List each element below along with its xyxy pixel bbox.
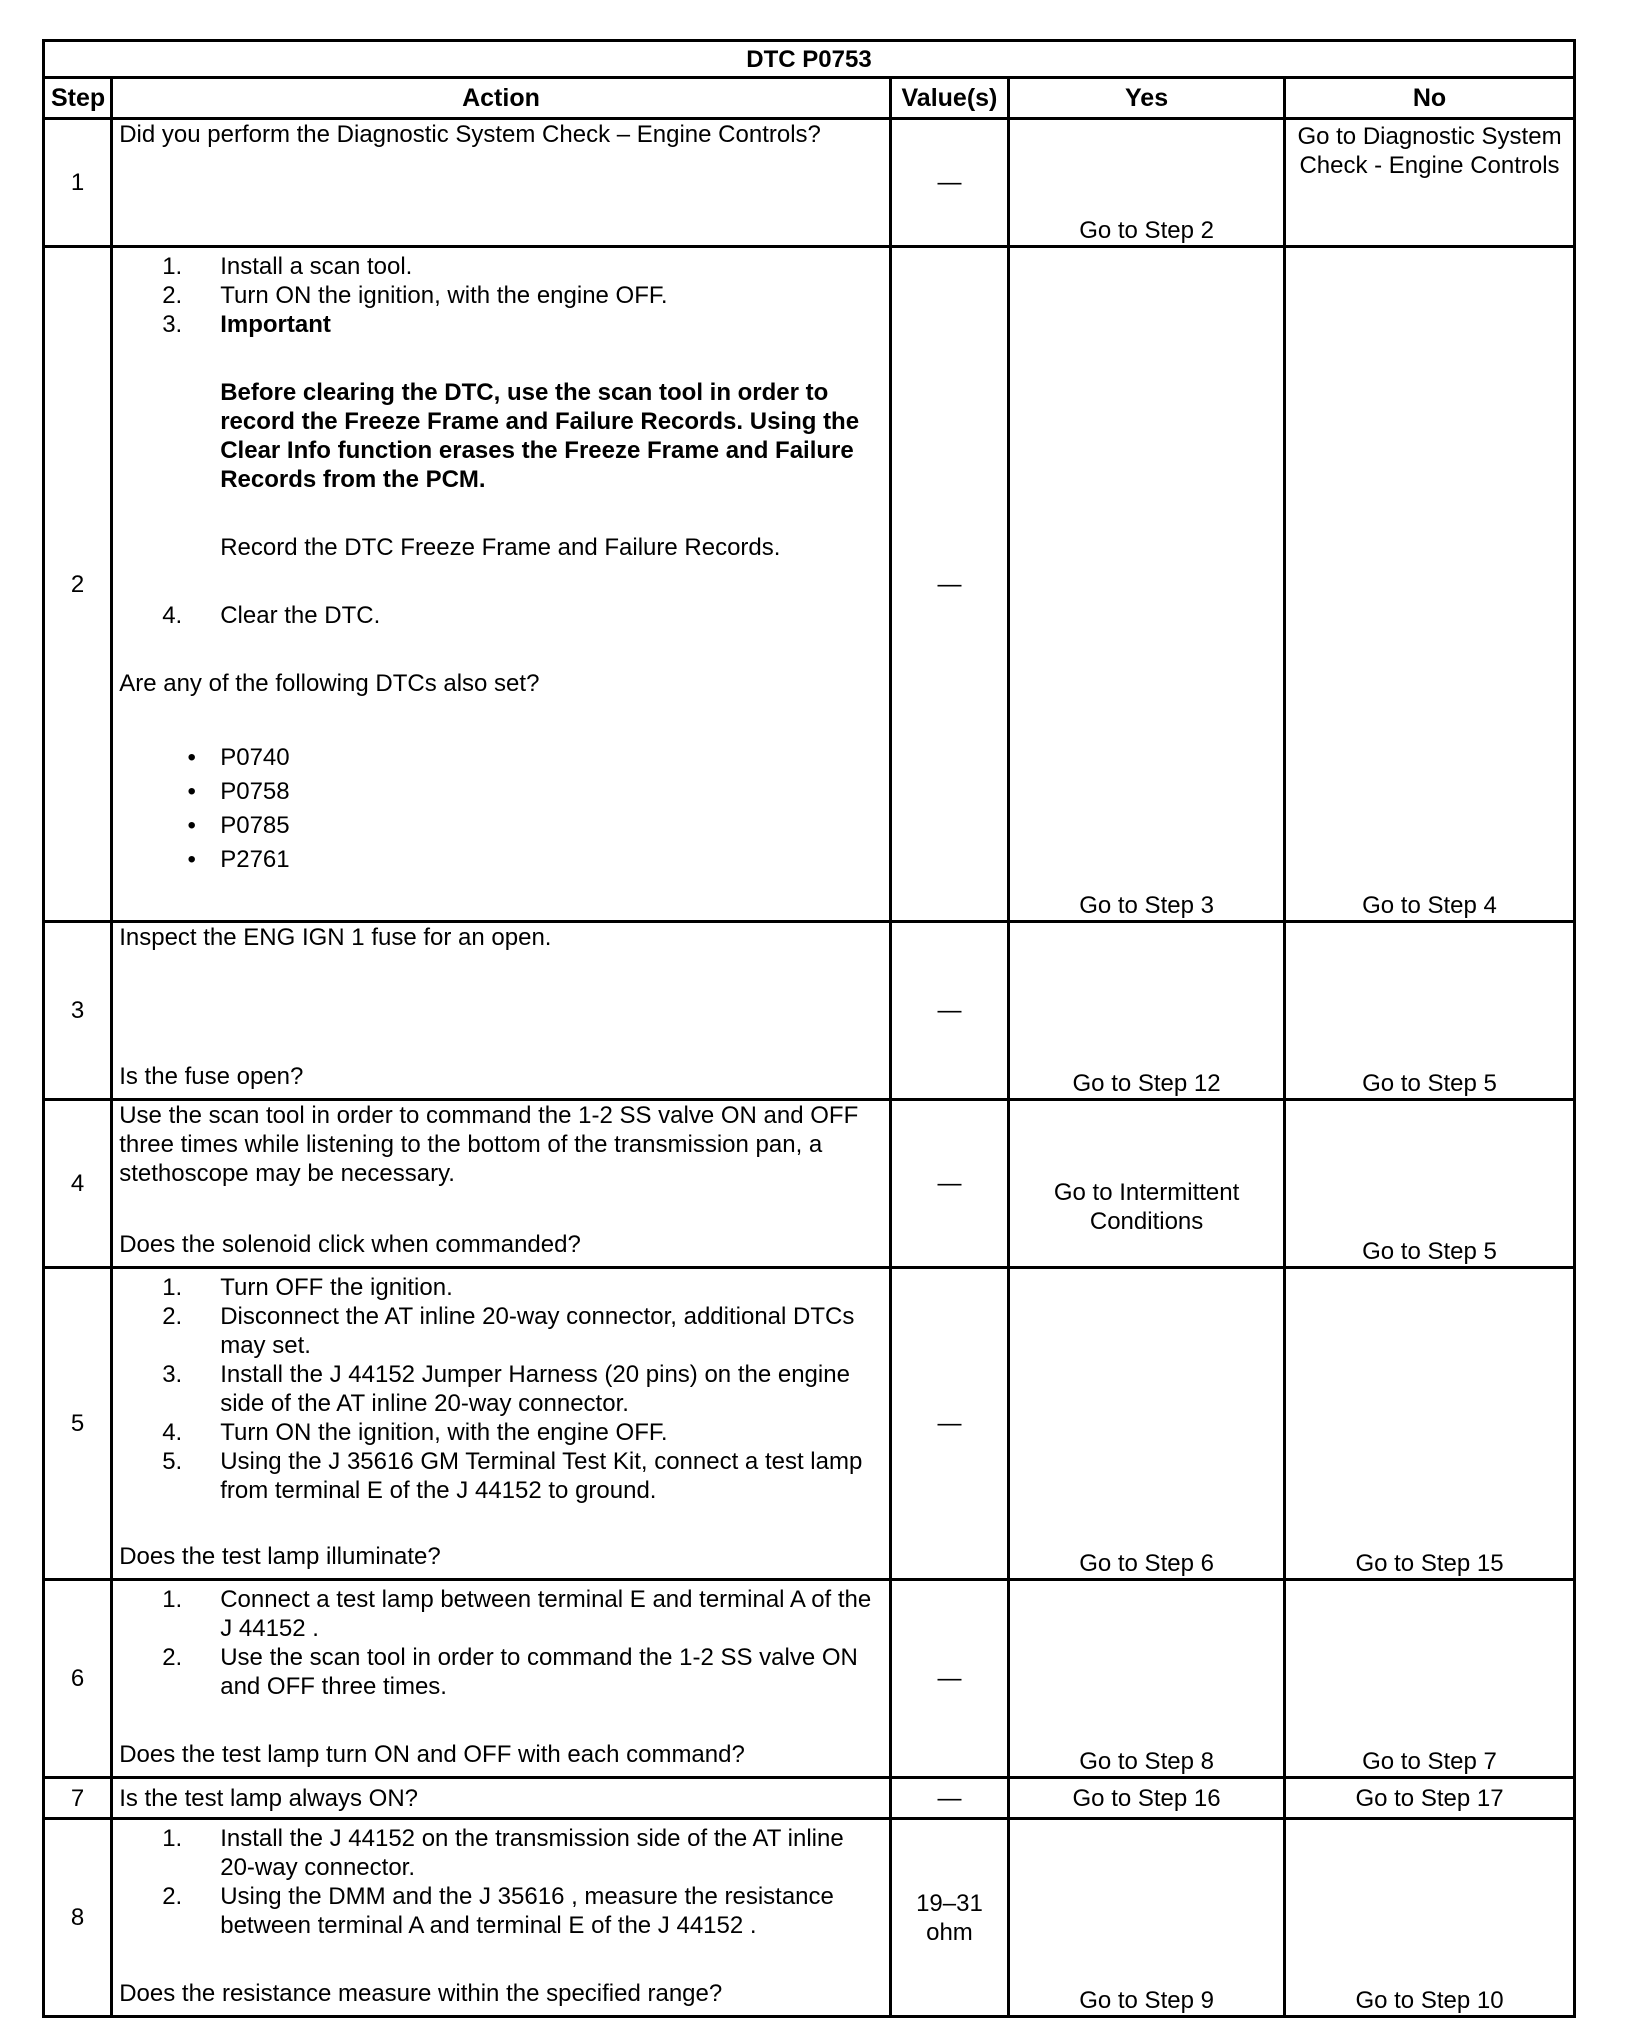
step-number: 1: [44, 119, 112, 247]
list-item: 1. Turn OFF the ignition.: [162, 1274, 453, 1301]
no-cell: Go to Step 4: [1285, 247, 1575, 922]
table-row: [44, 1778, 1575, 1819]
yes-cell: Go to Step 12: [1009, 922, 1285, 1100]
question: Are any of the following DTCs also set?: [119, 670, 540, 697]
list-item: 1. Install a scan tool.: [162, 253, 413, 280]
list-item: 4. Turn ON the ignition, with the engine OFF.: [162, 1419, 668, 1446]
dtc-list: [119, 741, 883, 877]
list-item: 3. Important: [162, 311, 331, 338]
question: Is the fuse open?: [119, 1063, 304, 1090]
no-cell: Go to Step 10: [1285, 1819, 1575, 2017]
action-cell: [112, 1100, 891, 1268]
list-item: 3. Install the J 44152 Jumper Harness (20 pins) on the engine side of the AT inline 20-way connector.: [162, 1361, 850, 1417]
step-number: 4: [44, 1100, 112, 1268]
step-number: 5: [44, 1268, 112, 1580]
action-text: Did you perform the Diagnostic System Check – Engine Controls?: [112, 119, 891, 247]
header-yes: Yes: [1009, 78, 1285, 119]
list-item: 2. Turn ON the ignition, with the engine OFF.: [162, 282, 668, 309]
value-cell: —: [890, 119, 1008, 247]
table-row: [44, 119, 1575, 247]
header-no: No: [1285, 78, 1575, 119]
header-value: Value(s): [890, 78, 1008, 119]
action-cell: [112, 1268, 891, 1580]
list-item: 1. Install the J 44152 on the transmission side of the AT inline 20-way connector.: [162, 1825, 844, 1881]
step-number: 2: [44, 247, 112, 922]
yes-cell: Go to Intermittent Conditions: [1009, 1100, 1285, 1268]
table-title: DTC P0753: [44, 41, 1575, 78]
no-cell: Go to Step 5: [1285, 922, 1575, 1100]
question: Does the test lamp turn ON and OFF with each command?: [119, 1741, 745, 1768]
no-cell: Go to Step 7: [1285, 1580, 1575, 1778]
action-text: Inspect the ENG IGN 1 fuse for an open.: [119, 924, 552, 951]
header-row: [44, 78, 1575, 119]
table-row: [44, 1580, 1575, 1778]
value-cell: 19–31 ohm: [890, 1819, 1008, 2017]
question: Does the test lamp illuminate?: [119, 1543, 441, 1570]
header-step: Step: [44, 78, 112, 119]
table-row: [44, 1819, 1575, 2017]
no-cell: Go to Step 17: [1285, 1778, 1575, 1819]
list-item: 2. Using the DMM and the J 35616 , measure the resistance between terminal A and terminal E of the J 44152 .: [162, 1883, 834, 1939]
list-item: • P0740: [119, 741, 883, 775]
no-cell: Go to Step 5: [1285, 1100, 1575, 1268]
table-row: [44, 247, 1575, 922]
dtc-table: [42, 39, 1576, 2018]
yes-cell: Go to Step 6: [1009, 1268, 1285, 1580]
list-item: • P2761: [119, 843, 883, 877]
action-cell: [112, 247, 891, 922]
table-row: [44, 1268, 1575, 1580]
value-cell: —: [890, 1580, 1008, 1778]
action-cell: [112, 1819, 891, 2017]
yes-cell: Go to Step 16: [1009, 1778, 1285, 1819]
header-action: Action: [112, 78, 891, 119]
yes-cell: Go to Step 2: [1009, 119, 1285, 247]
list-item: 1. Connect a test lamp between terminal E and terminal A of the J 44152 .: [162, 1586, 872, 1642]
question: Does the solenoid click when commanded?: [119, 1231, 581, 1258]
list-item: • P0758: [119, 775, 883, 809]
important-note: Before clearing the DTC, use the scan tool in order to record the Freeze Frame and Failure Records. Using the Clear Info function erases the Freeze Frame and Failure Records from the PCM.: [220, 379, 860, 493]
yes-cell: Go to Step 8: [1009, 1580, 1285, 1778]
table-row: [44, 1100, 1575, 1268]
value-cell: —: [890, 1268, 1008, 1580]
list-item: • P0785: [119, 809, 883, 843]
action-text: Is the test lamp always ON?: [112, 1778, 891, 1819]
action-cell: [112, 1580, 891, 1778]
step-number: 7: [44, 1778, 112, 1819]
action-text: Use the scan tool in order to command the 1-2 SS valve ON and OFF three times while listening to the bottom of the transmission pan, a stethoscope may be necessary.: [119, 1102, 859, 1187]
action-cell: [112, 922, 891, 1100]
list-item: 2. Disconnect the AT inline 20-way connector, additional DTCs may set.: [162, 1303, 855, 1359]
question: Does the resistance measure within the specified range?: [119, 1980, 723, 2007]
value-cell: —: [890, 247, 1008, 922]
list-item: 5. Using the J 35616 GM Terminal Test Kit, connect a test lamp from terminal E of the J 44152 to ground.: [162, 1448, 863, 1504]
step-number: 8: [44, 1819, 112, 2017]
step-number: 3: [44, 922, 112, 1100]
value-cell: —: [890, 1100, 1008, 1268]
yes-cell: Go to Step 9: [1009, 1819, 1285, 2017]
record-instruction: Record the DTC Freeze Frame and Failure Records.: [220, 534, 781, 561]
value-cell: —: [890, 922, 1008, 1100]
step-number: 6: [44, 1580, 112, 1778]
list-item: 2. Use the scan tool in order to command the 1-2 SS valve ON and OFF three times.: [162, 1644, 858, 1700]
no-cell: Go to Diagnostic System Check - Engine Controls: [1285, 119, 1575, 247]
yes-cell: Go to Step 3: [1009, 247, 1285, 922]
no-cell: Go to Step 15: [1285, 1268, 1575, 1580]
value-cell: —: [890, 1778, 1008, 1819]
table-row: [44, 922, 1575, 1100]
list-item: 4. Clear the DTC.: [162, 602, 381, 629]
